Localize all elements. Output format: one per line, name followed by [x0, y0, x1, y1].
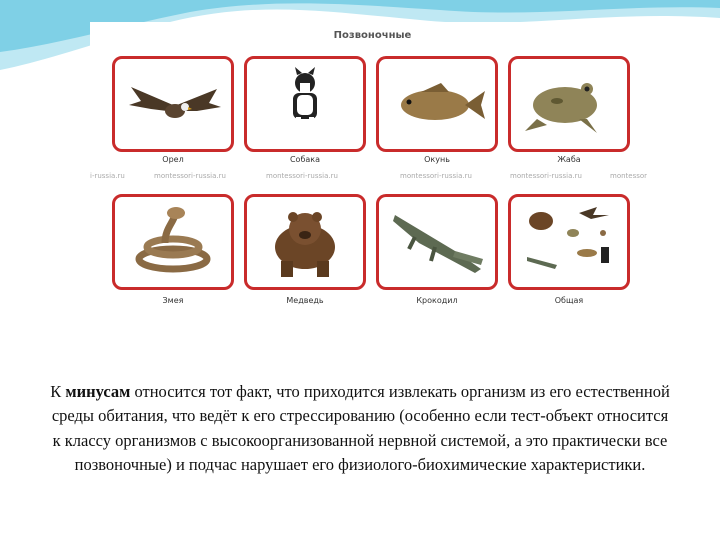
- vertebrates-card-sheet: [90, 22, 655, 327]
- watermark: montessori-russia.ru: [510, 172, 582, 180]
- card-label: Жаба: [557, 155, 581, 164]
- crocodile-icon: [385, 203, 489, 281]
- snake-icon: [121, 203, 225, 281]
- card-fish: [376, 56, 498, 152]
- card-label: Змея: [162, 296, 184, 305]
- card-label: Окунь: [424, 155, 450, 164]
- card-label: Собака: [289, 155, 321, 164]
- card-eagle: [112, 56, 234, 152]
- card-label: Крокодил: [416, 296, 458, 305]
- card-label: Медведь: [286, 296, 324, 305]
- dog-icon: [253, 65, 357, 143]
- watermark: montessor: [610, 172, 648, 180]
- watermark: i-russia.ru: [90, 172, 125, 180]
- card-dog: [244, 56, 366, 152]
- body-paragraph: [50, 380, 670, 478]
- bear-icon: [253, 203, 357, 281]
- card-snake: [112, 194, 234, 290]
- card-collage: [508, 194, 630, 290]
- watermark: montessori-russia.ru: [400, 172, 472, 180]
- collage-icon: [517, 203, 621, 281]
- card-frog: [508, 56, 630, 152]
- watermark: montessori-russia.ru: [154, 172, 226, 180]
- paragraph-rest: относится тот факт, что приходится извлекать организм из его естественной среды обитания, что ведёт к его стрессированию (особенно если тест-объект относится к классу организмов с высокоорганизованной нервной системой, а это практически все позвоночные) и подчас нарушает его физиолого-биохимические характеристики.: [51, 381, 670, 474]
- fish-icon: [385, 65, 489, 143]
- card-label: Общая: [554, 296, 584, 305]
- card-crocodile: [376, 194, 498, 290]
- sheet-title: Позвоночные: [333, 30, 412, 41]
- card-bear: [244, 194, 366, 290]
- card-label: Орел: [162, 155, 184, 164]
- frog-icon: [517, 65, 621, 143]
- watermark: montessori-russia.ru: [266, 172, 338, 180]
- eagle-icon: [121, 65, 225, 143]
- paragraph-emphasis: минусам: [65, 381, 131, 401]
- paragraph-lead: К: [50, 381, 66, 401]
